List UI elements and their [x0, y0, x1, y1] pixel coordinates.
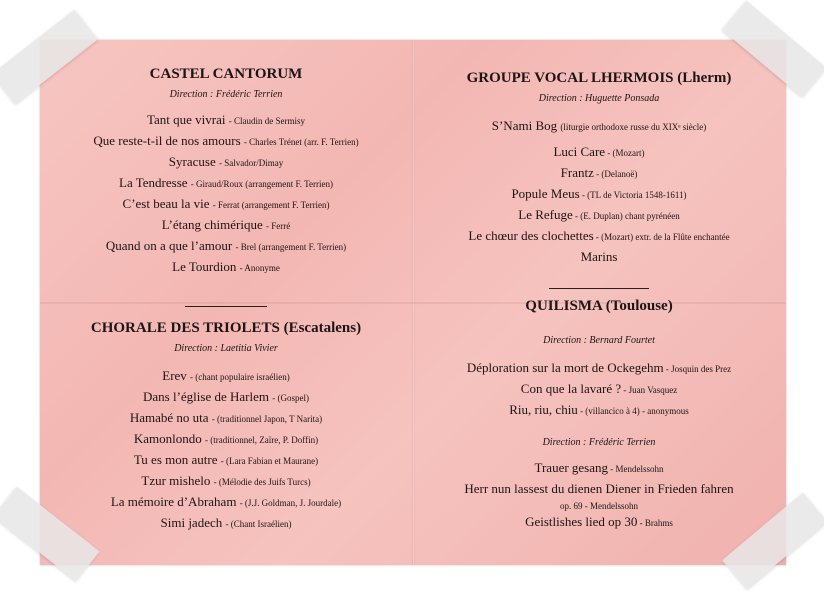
lhermois-section	[412, 70, 786, 289]
triolets-title: CHORALE DES TRIOLETS (Escatalens)	[90, 320, 362, 336]
song-line: Quand on a que l’amour - Brel (arrangement F. Terrien)	[105, 238, 347, 253]
section-divider	[549, 288, 649, 289]
castel-direction: Direction : Frédéric Terrien	[169, 89, 283, 100]
song-line: Erev - (chant populaire israélien)	[162, 368, 290, 383]
song-line: Le chœur des clochettes - (Mozart) extr. de la Flûte enchantée	[468, 228, 730, 243]
song-line: Herr nun lassest du dienen Diener in Frieden fahren	[464, 481, 734, 496]
song-line: Syracuse - Salvador/Dimay	[168, 154, 284, 169]
quilisma-title: QUILISMA (Toulouse)	[525, 298, 673, 314]
lhermois-title: GROUPE VOCAL LHERMOIS (Lherm)	[466, 70, 732, 86]
song-line: Frantz - (Delanoë)	[560, 165, 638, 180]
quilisma-direction-1: Direction : Bernard Fourtet	[543, 335, 655, 346]
section-divider	[185, 306, 267, 307]
castel-title: CASTEL CANTORUM	[149, 66, 303, 82]
song-line: Riu, riu, chiu - (villancico à 4) - anonymous	[509, 402, 689, 417]
song-line: Popule Meus - (TL de Victoria 1548-1611)	[511, 186, 687, 201]
song-line: Geistlishes lied op 30 - Brahms	[525, 514, 673, 529]
song-line: S’Nami Bog (liturgie orthodoxe russe du XIXᵉ siècle)	[491, 118, 707, 133]
song-line: C’est beau la vie - Ferrat (arrangement F. Terrien)	[122, 196, 330, 211]
song-line: Le Tourdion - Anonyme	[172, 259, 280, 274]
song-line: Le Refuge - (E. Duplan) chant pyrénéen	[518, 207, 680, 222]
song-line: Trauer gesang - Mendelssohn	[534, 460, 664, 475]
quilisma-section	[412, 298, 786, 533]
song-line: Kamonlondo - (traditionnel, Zaïre, P. Doffin)	[133, 431, 319, 446]
song-line: Que reste-t-il de nos amours - Charles Trénet (arr. F. Terrien)	[93, 133, 359, 148]
song-line: Hamabé no uta - (traditionnel Japon, T Narita)	[129, 410, 323, 425]
triolets-section	[40, 320, 412, 534]
song-line: Tzur mishelo - (Mélodie des Juifs Turcs)	[141, 473, 311, 488]
song-line: La Tendresse - Giraud/Roux (arrangement F. Terrien)	[119, 175, 333, 190]
castel-section	[40, 66, 412, 307]
song-line: Luci Care - (Mozart)	[553, 144, 645, 159]
lhermois-direction: Direction : Huguette Ponsada	[538, 93, 660, 104]
song-line: L’étang chimérique - Ferré	[161, 217, 291, 232]
quilisma-direction-2: Direction : Frédéric Terrien	[542, 437, 656, 448]
opus-note: op. 69 - Mendelssohn	[560, 501, 638, 511]
song-line: Con que la lavaré ? - Juan Vasquez	[520, 381, 678, 396]
song-line: Dans l’église de Harlem - (Gospel)	[143, 389, 309, 404]
song-line: Simi jadech - (Chant Israélien)	[160, 515, 292, 530]
song-line: La mémoire d’Abraham - (J.J. Goldman, J. Jourdale)	[110, 494, 342, 509]
song-line: Déploration sur la mort de Ockegehm - Josquin des Prez	[466, 360, 732, 375]
song-line: Tant que vivrai - Claudin de Sermisy	[146, 112, 305, 127]
triolets-direction: Direction : Laetitia Vivier	[174, 343, 278, 354]
song-line: Tu es mon autre - (Lara Fabian et Maurane)	[133, 452, 319, 467]
song-line: Marins	[580, 249, 618, 264]
